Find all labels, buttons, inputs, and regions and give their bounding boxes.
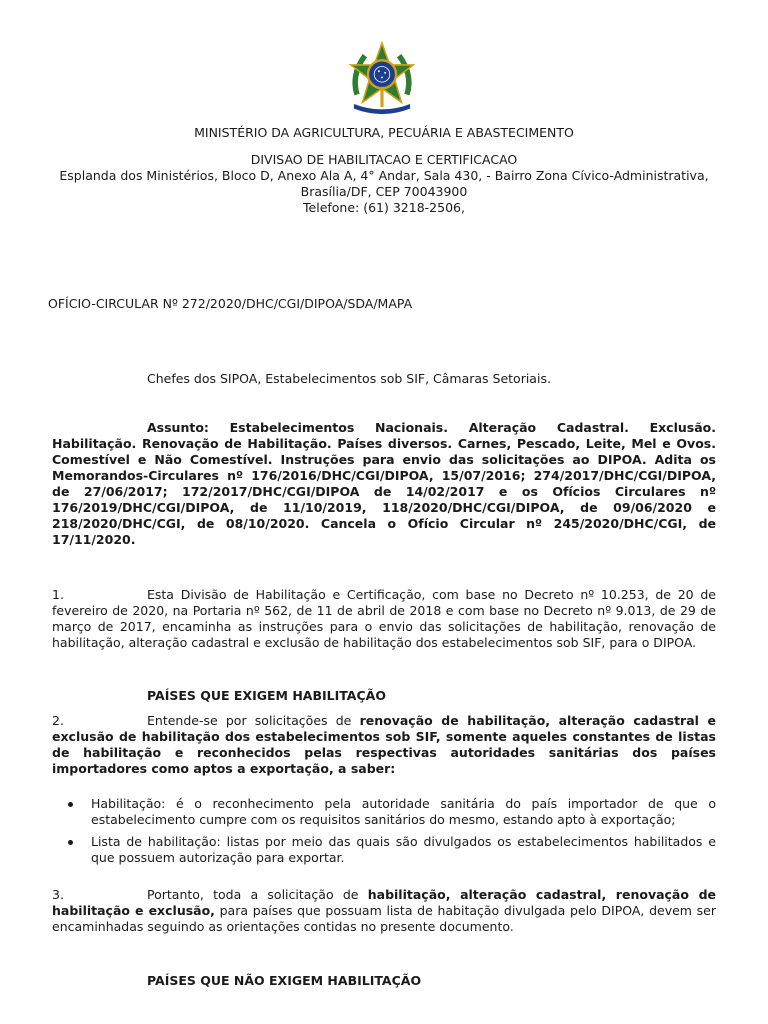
definition-list — [68, 796, 716, 872]
document-reference: OFÍCIO-CIRCULAR Nº 272/2020/DHC/CGI/DIPOA/SDA/MAPA — [48, 296, 413, 311]
address-block — [30, 168, 738, 200]
paragraph-3 — [52, 887, 716, 935]
section-title-countries-not-requiring: PAÍSES QUE NÃO EXIGEM HABILITAÇÃO — [147, 973, 422, 988]
address-line-2: Brasília/DF, CEP 70043900 — [300, 184, 468, 199]
division-name: DIVISAO DE HABILITACAO E CERTIFICACAO — [250, 152, 518, 167]
recipients-line: Chefes dos SIPOA, Estabelecimentos sob SIF, Câmaras Setoriais. — [147, 371, 551, 386]
paragraph-text: Esta Divisão de Habilitação e Certificação, com base no Decreto nº 10.253, de 20 de fevereiro de 2020, na Portaria nº 562, de 11 de abril de 2018 e com base no Decreto nº 9.013, de 29 de março de 2017, encaminha as instruções para o envio das solicitações de habilitação, renovação de habilitação, alteração cadastral e exclusão de habilitação dos estabelecimentos sob SIF, para o DIPOA. — [52, 587, 716, 650]
ministry-name: MINISTÉRIO DA AGRICULTURA, PECUÁRIA E ABASTECIMENTO — [194, 125, 574, 140]
paragraph-number: 1. — [52, 587, 64, 602]
paragraph-1 — [52, 587, 716, 651]
paragraph-text: Entende-se por solicitações de — [147, 713, 360, 728]
paragraph-bold-text: habilitação, alteração cadastral, renovação de habilitação e exclusão, — [52, 887, 717, 918]
paragraph-number: 3. — [52, 887, 64, 902]
phone-line: Telefone: (61) 3218-2506, — [303, 200, 465, 215]
subject-paragraph: Assunto: Estabelecimentos Nacionais. Alteração Cadastral. Exclusão. Habilitação. Renovação de Habilitação. Países diversos. Carnes, Pescado, Leite, Mel e Ovos. Comestível e Não Comestível. Instruções para envio das solicitações ao DIPOA. Adita os Memorandos-Circulares nº 176/2016/DHC/CGI/DIPOA, 15/07/2016; 274/2017/DHC/CGI/DIPOA, de 27/06/2017; 172/2017/DHC/CGI/DIPOA de 14/02/2017 e os Ofícios Circulares nº 176/2019/DHC/CGI/DIPOA, de 11/10/2019, 118/2020/DHC/CGI/DIPOA, de 09/06/2020 e 218/2020/DHC/CGI, de 08/10/2020. Cancela o Ofício Circular nº 245/2020/DHC/CGI, de 17/11/2020. — [52, 420, 716, 547]
brazil-coat-of-arms-icon — [343, 40, 421, 118]
address-line-1: Esplanda dos Ministérios, Bloco D, Anexo Ala A, 4° Andar, Sala 430, - Bairro Zona Cívico-Administrativa, — [59, 168, 709, 183]
paragraph-bold-text: renovação de habilitação, alteração cadastral e exclusão de habilitação dos estabelecimentos sob SIF, somente aqueles constantes de listas de habilitação e reconhecidos pelas respectivas autoridades sanitárias dos países importadores como aptos a exportação, a saber: — [52, 713, 716, 776]
list-item: Habilitação: é o reconhecimento pela autoridade sanitária do país importador de que o estabelecimento cumpre com os requisitos sanitários do mesmo, estando apto à exportação; — [68, 796, 716, 828]
list-item: Lista de habilitação: listas por meio das quais são divulgados os estabelecimentos habilitados e que possuem autorização para exportar. — [68, 834, 716, 866]
paragraph-text: Portanto, toda a solicitação de — [147, 887, 368, 902]
paragraph-tail-text: para países que possuam lista de habitação divulgada pelo DIPOA, devem ser encaminhadas seguindo as orientações contidas no presente documento. — [52, 903, 716, 934]
paragraph-2 — [52, 713, 716, 777]
section-title-countries-requiring: PAÍSES QUE EXIGEM HABILITAÇÃO — [147, 688, 386, 703]
paragraph-number: 2. — [52, 713, 64, 728]
